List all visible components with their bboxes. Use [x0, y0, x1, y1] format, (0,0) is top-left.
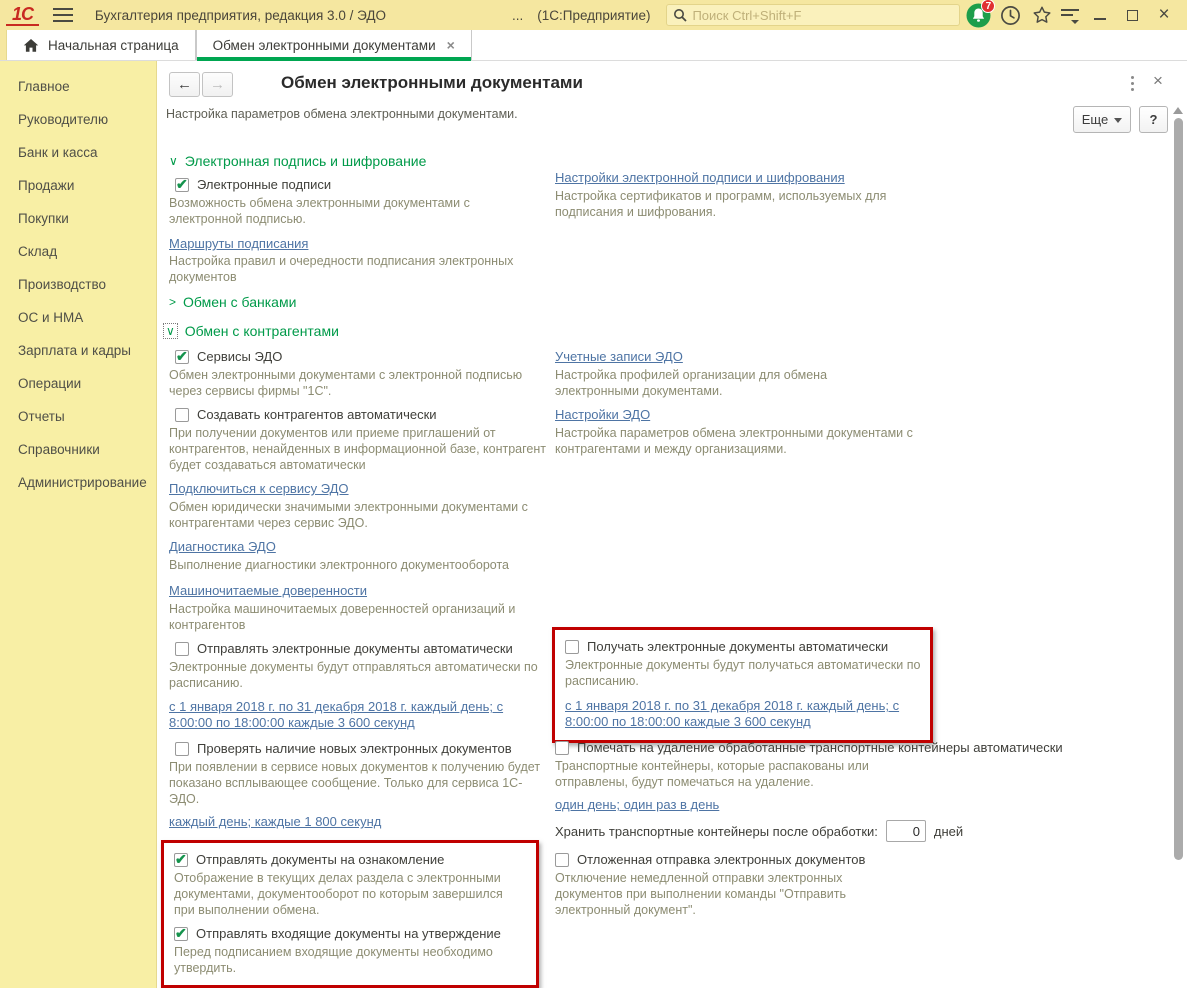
chevron-down-icon: ∨ [169, 154, 178, 168]
notifications-bell-icon[interactable] [966, 2, 992, 28]
window-titlebar [0, 0, 1187, 30]
sidebar-item-administrirovanie[interactable]: Администрирование [18, 475, 147, 490]
checkbox-label: Создавать контрагентов автоматически [197, 407, 437, 422]
section-banks-title: Обмен с банками [183, 294, 297, 310]
nav-back-button[interactable]: ← [169, 72, 200, 97]
checkbox-send-incoming-for-approval[interactable] [174, 926, 526, 941]
tab-home[interactable] [7, 30, 196, 60]
checkbox-icon[interactable] [565, 640, 579, 654]
checkbox-label: Сервисы ЭДО [197, 349, 283, 364]
form-close-icon[interactable]: × [1153, 71, 1163, 90]
sidebar-item-proizvodstvo[interactable]: Производство [18, 277, 107, 292]
checkbox-icon[interactable] [175, 742, 189, 756]
link-autosend-schedule[interactable]: с 1 января 2018 г. по 31 декабря 2018 г. каждый день; с 8:00:00 по 18:00:00 каждые 3 600 секунд [169, 699, 504, 730]
link-connect-edo-service[interactable]: Подключиться к сервису ЭДО [169, 481, 349, 496]
checkbox-icon[interactable] [175, 350, 189, 364]
close-window-button[interactable]: × [1158, 4, 1170, 25]
checkbox-deferred-sending[interactable] [555, 852, 865, 867]
routes-description: Настройка правил и очередности подписания электронных документов [169, 254, 514, 284]
section-counterparties-title: Обмен с контрагентами [184, 323, 339, 339]
section-counterparties-header[interactable] [163, 323, 339, 339]
minimize-button[interactable] [1089, 4, 1111, 26]
check-new-description: При появлении в сервисе новых документов к получению будет показано всплывающее сообщение. Только для сервиса 1С-ЭДО. [169, 760, 541, 806]
diagnostics-description: Выполнение диагностики электронного документооборота [169, 558, 509, 572]
highlight-frame-left [161, 840, 539, 988]
store-days-input[interactable] [886, 820, 926, 842]
search-icon [673, 8, 687, 22]
autoreceive-description: Электронные документы будут получаться автоматически по расписанию. [565, 658, 921, 688]
link-containers-schedule[interactable]: один день; один раз в день [555, 797, 720, 812]
highlight-frame-right [552, 627, 933, 743]
sidebar-item-zarplata-i-kadry[interactable]: Зарплата и кадры [18, 343, 131, 358]
signature-settings-description: Настройка сертификатов и программ, используемых для подписания и шифрования. [555, 189, 887, 219]
checkbox-label: Отправлять входящие документы на утверждение [196, 926, 501, 941]
link-checknew-schedule[interactable]: каждый день; каждые 1 800 секунд [169, 814, 382, 829]
checkbox-icon[interactable] [175, 642, 189, 656]
link-edo-accounts[interactable]: Учетные записи ЭДО [555, 349, 683, 364]
mark-containers-description: Транспортные контейнеры, которые распакованы или отправлены, будут помечаться на удаление. [555, 759, 869, 789]
checkbox-electronic-signatures[interactable] [175, 177, 331, 192]
home-icon [23, 38, 39, 53]
link-signing-routes[interactable]: Маршруты подписания [169, 236, 309, 251]
1c-logo: 1С [6, 4, 39, 26]
checkbox-edo-services[interactable] [175, 349, 282, 364]
chevron-right-icon: > [169, 295, 177, 309]
page-title: Обмен электронными документами [281, 73, 583, 92]
sidebar-item-bank-i-kassa[interactable]: Банк и касса [18, 145, 98, 160]
checkbox-label: Получать электронные документы автоматически [587, 639, 889, 654]
window-left-edge [0, 30, 7, 60]
notification-badge: 7 [981, 0, 995, 13]
link-signature-settings[interactable]: Настройки электронной подписи и шифрования [555, 170, 845, 185]
tab-close-icon[interactable]: × [446, 37, 455, 53]
app-brand: (1С:Предприятие) [537, 7, 651, 23]
autosend-description: Электронные документы будут отправляться автоматически по расписанию. [169, 660, 538, 690]
checkbox-icon[interactable] [175, 408, 189, 422]
sidebar-item-operacii[interactable]: Операции [18, 376, 82, 391]
sidebar-item-spravochniki[interactable]: Справочники [18, 442, 100, 457]
store-containers-row [555, 820, 963, 842]
more-button-label: Еще [1081, 112, 1109, 127]
checkbox-autoreceive-documents[interactable] [565, 639, 920, 654]
form-content [157, 61, 1187, 988]
store-days-suffix: дней [933, 823, 964, 839]
checkbox-check-new-documents[interactable] [175, 741, 512, 756]
more-button[interactable] [1073, 106, 1131, 133]
tab-home-label: Начальная страница [48, 37, 179, 53]
checkbox-label: Отправлять документы на ознакомление [196, 852, 445, 867]
checkbox-icon[interactable] [174, 927, 188, 941]
link-edo-diagnostics[interactable]: Диагностика ЭДО [169, 539, 276, 554]
checkbox-icon[interactable] [555, 853, 569, 867]
sidebar-item-os-i-nma[interactable]: ОС и НМА [18, 310, 84, 325]
section-signature-header[interactable] [169, 153, 426, 169]
search-input[interactable] [692, 8, 952, 23]
link-edo-settings[interactable]: Настройки ЭДО [555, 407, 651, 422]
tab-edo-exchange[interactable] [196, 30, 472, 60]
checkbox-autocreate-counterparties[interactable] [175, 407, 437, 422]
chevron-down-icon: ∨ [166, 324, 175, 338]
edo-services-description: Обмен электронными документами с электронной подписью через сервисы фирмы "1С". [169, 368, 523, 398]
checkbox-label: Помечать на удаление обработанные транспортные контейнеры автоматически [577, 740, 1063, 755]
vertical-scrollbar[interactable] [1172, 105, 1184, 984]
section-sidebar [0, 61, 157, 988]
global-search[interactable] [666, 4, 959, 26]
store-containers-label: Хранить транспортные контейнеры после обработки: [555, 823, 878, 839]
edo-accounts-description: Настройка профилей организации для обмена электронными документами. [555, 368, 828, 398]
discussions-icon[interactable] [1061, 9, 1079, 21]
form-subtitle: Настройка параметров обмена электронными документами. [166, 107, 518, 121]
more-menu-icon[interactable] [1125, 76, 1139, 94]
maximize-button[interactable] [1121, 4, 1143, 26]
review-description: Отображение в текущих делах раздела с электронными документами, документооборот по которым завершился при выполнении обмена. [174, 871, 503, 917]
sidebar-item-otchety[interactable]: Отчеты [18, 409, 65, 424]
scroll-up-icon[interactable] [1173, 107, 1183, 114]
tab-edo-label: Обмен электронными документами [212, 37, 436, 53]
checkbox-send-for-review[interactable] [174, 852, 526, 867]
connect-description: Обмен юридически значимыми электронными документами с контрагентами через сервис ЭДО. [169, 500, 528, 530]
section-signature-title: Электронная подпись и шифрование [184, 153, 427, 169]
mchd-description: Настройка машиночитаемых доверенностей организаций и контрагентов [169, 602, 516, 632]
deferred-description: Отключение немедленной отправки электронных документов при выполнении команды "Отправить электронный документ". [555, 871, 846, 917]
history-icon[interactable] [997, 2, 1023, 28]
section-banks-header[interactable] [169, 294, 296, 310]
sidebar-item-sklad[interactable]: Склад [18, 244, 58, 259]
app-title: Бухгалтерия предприятия, редакция 3.0 / ЭДО [94, 7, 386, 23]
link-machine-readable-poa[interactable]: Машиночитаемые доверенности [169, 583, 368, 598]
help-button[interactable]: ? [1139, 106, 1168, 133]
checkbox-autosend-documents[interactable] [175, 641, 513, 656]
sidebar-item-rukovoditelyu[interactable]: Руководителю [18, 112, 109, 127]
scrollbar-thumb[interactable] [1174, 118, 1183, 860]
link-autoreceive-schedule[interactable]: с 1 января 2018 г. по 31 декабря 2018 г. каждый день; с 8:00:00 по 18:00:00 каждые 3 600 секунд [565, 698, 900, 729]
approve-description: Перед подписанием входящие документы необходимо утвердить. [174, 945, 493, 975]
checkbox-icon[interactable] [175, 178, 189, 192]
sidebar-item-glavnoe[interactable]: Главное [18, 79, 70, 94]
sidebar-item-pokupki[interactable]: Покупки [18, 211, 69, 226]
checkbox-icon[interactable] [174, 853, 188, 867]
main-menu-icon[interactable] [53, 8, 73, 22]
checkbox-icon[interactable] [555, 741, 569, 755]
focus-frame [163, 323, 178, 339]
favorites-star-icon[interactable] [1029, 2, 1055, 28]
title-ellipsis: ... [511, 7, 524, 23]
checkbox-label: Отправлять электронные документы автоматически [197, 641, 513, 656]
autocreate-description: При получении документов или приеме приглашений от контрагентов, ненайденных в информационной базе, контрагент будет создаваться автоматически [169, 426, 546, 472]
signatures-description: Возможность обмена электронными документами с электронной подписью. [169, 196, 470, 226]
chevron-down-icon [1114, 118, 1122, 123]
checkbox-label: Отложенная отправка электронных документов [577, 852, 866, 867]
nav-forward-button[interactable]: → [202, 72, 233, 97]
edo-settings-description: Настройка параметров обмена электронными документами с контрагентами и между организациями. [555, 426, 913, 456]
checkbox-label: Проверять наличие новых электронных документов [197, 741, 512, 756]
checkbox-mark-containers-deleted[interactable] [555, 740, 1063, 755]
sidebar-item-prodazhi[interactable]: Продажи [18, 178, 75, 193]
checkbox-label: Электронные подписи [197, 177, 332, 192]
tab-bar [0, 30, 1187, 61]
